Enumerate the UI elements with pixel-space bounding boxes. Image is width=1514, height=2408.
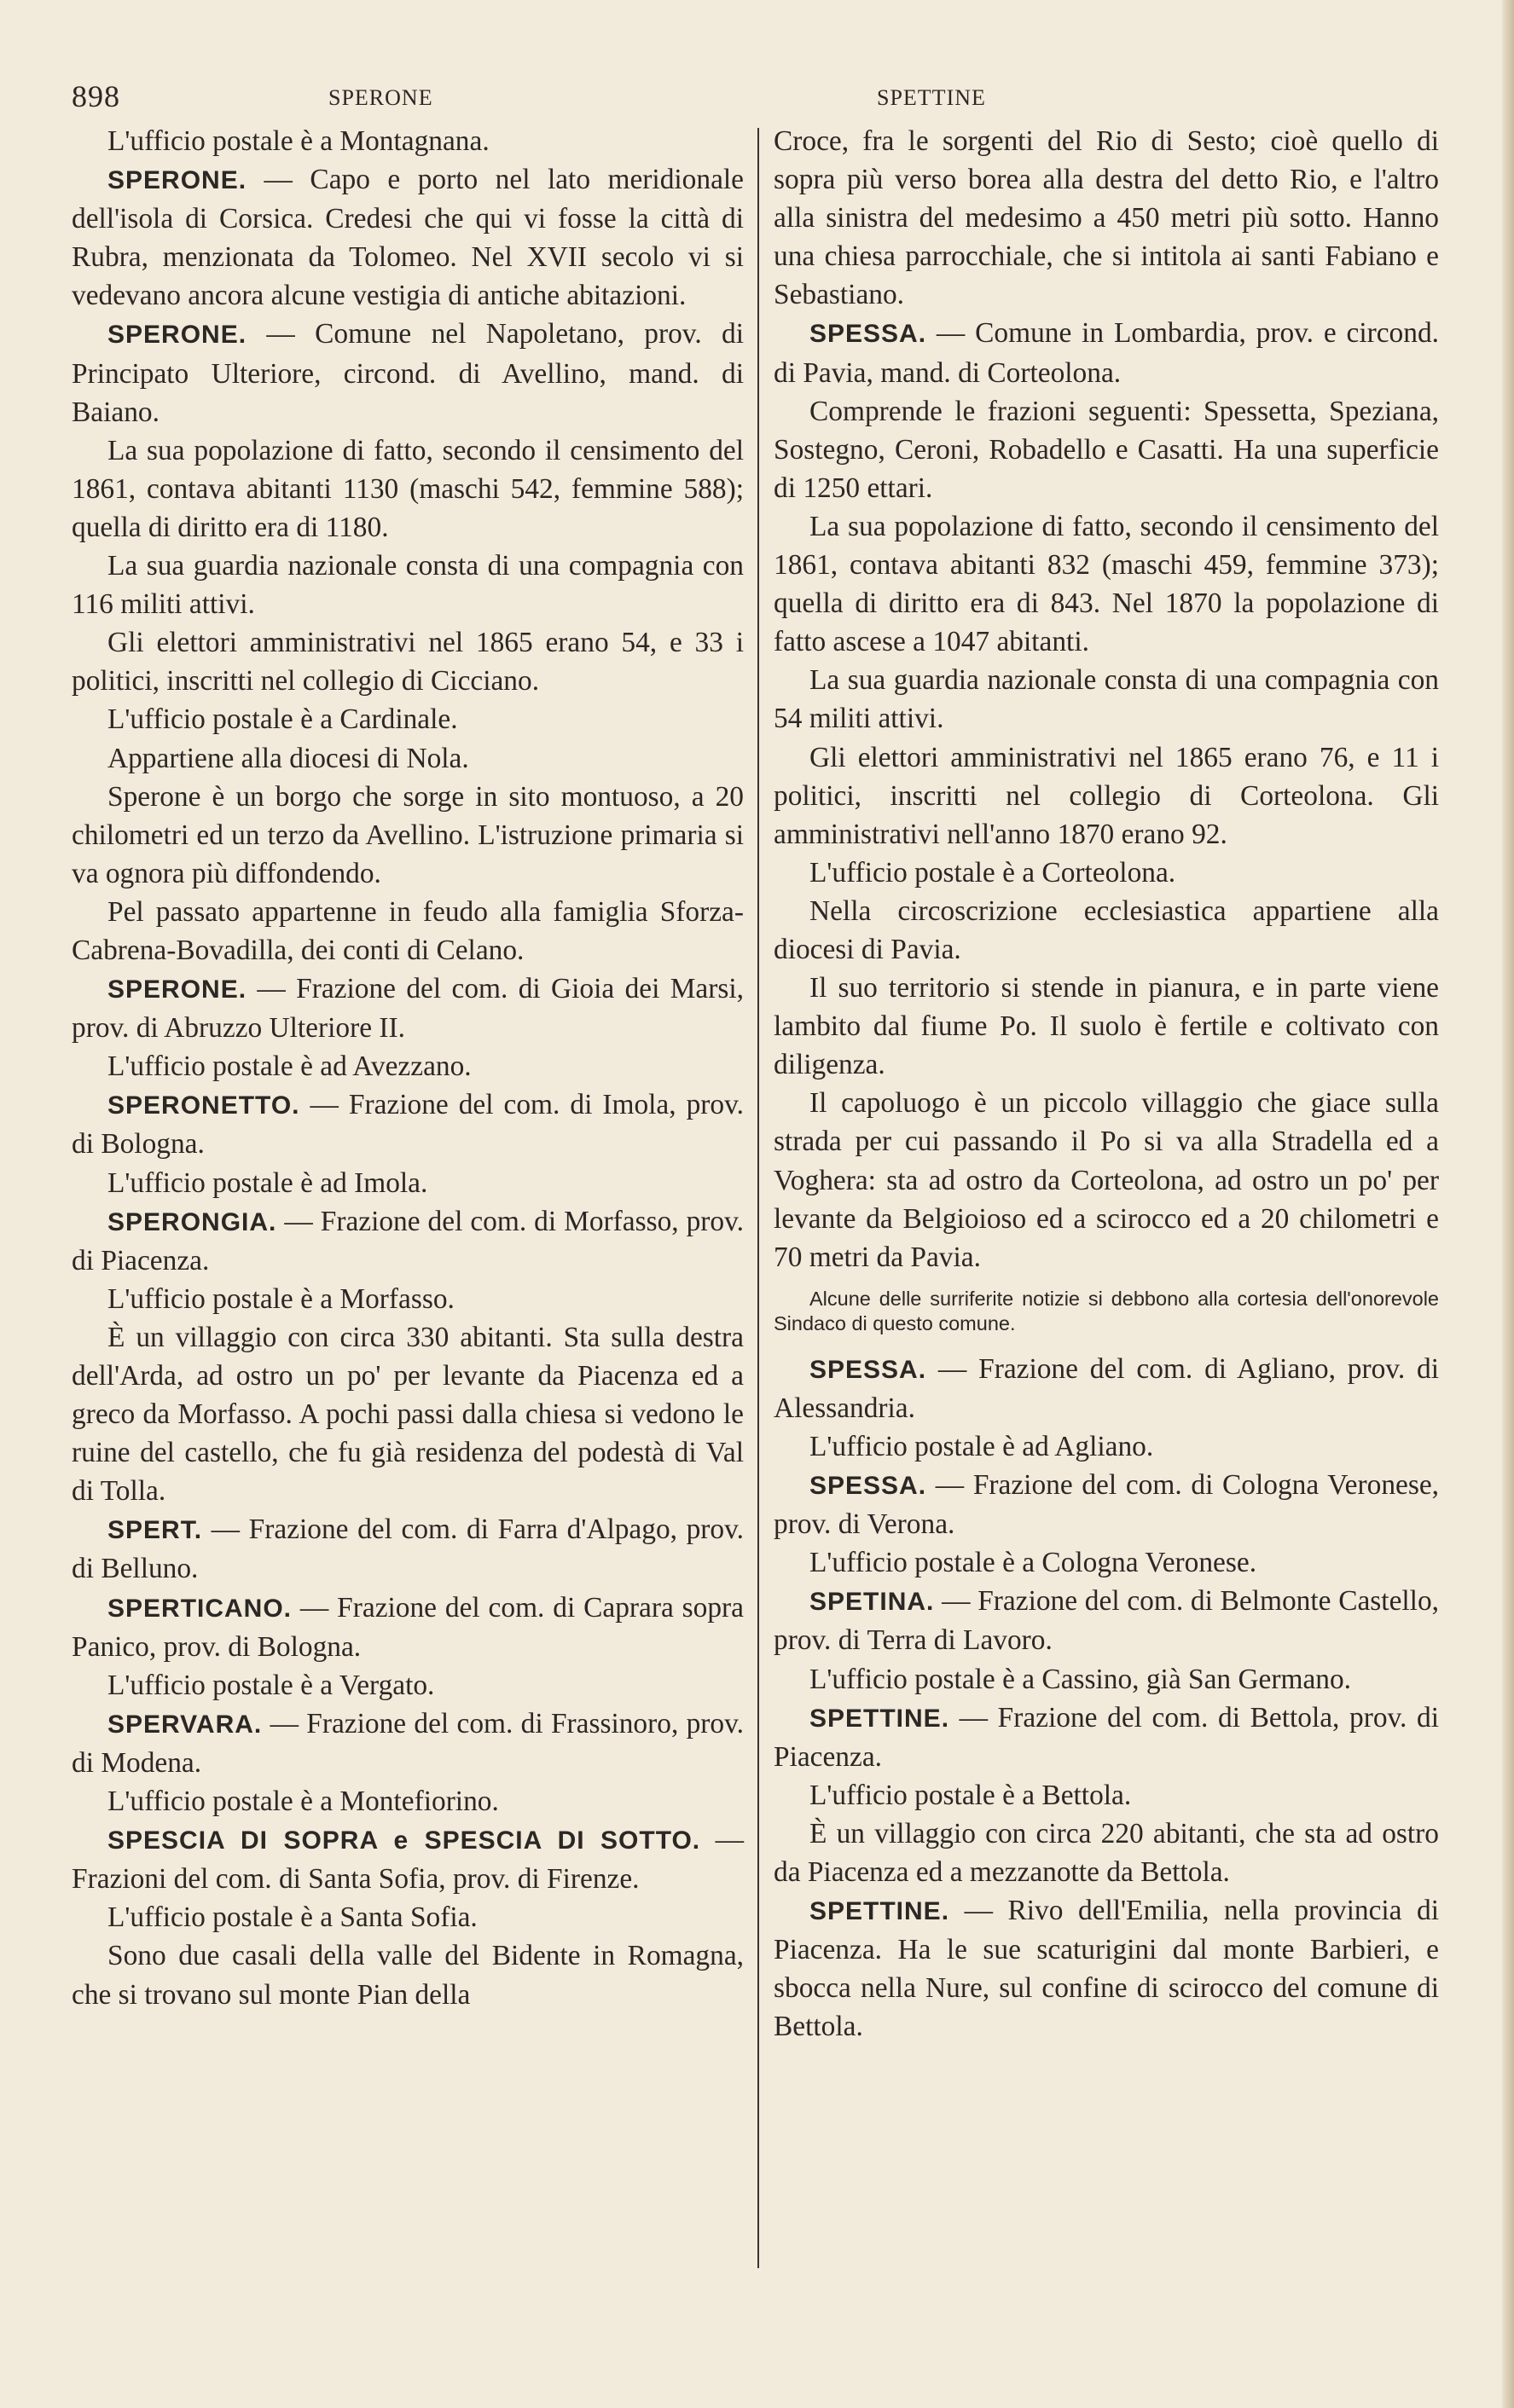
footnote: [774, 1287, 1439, 1336]
entry-headword: SPERONGIA.: [107, 1207, 277, 1236]
entry-paragraph: [774, 1466, 1439, 1543]
text-paragraph: [774, 392, 1439, 507]
entry-paragraph: [72, 1202, 744, 1280]
entry-headword: SPESSA.: [809, 1472, 927, 1501]
right-column: [774, 122, 1439, 2322]
entry-headword: SPERONE.: [107, 321, 247, 350]
entry-text: È un villaggio con circa 220 abitanti, che sta ad ostro da Piacenza ed a mezzanotte da Bettola.: [774, 1817, 1439, 1889]
entry-headword: SPERVARA.: [107, 1710, 263, 1739]
entry-headword: SPERONETTO.: [107, 1091, 300, 1120]
entry-text: Nella circoscrizione ecclesiastica appartiene alla diocesi di Pavia.: [774, 894, 1439, 965]
entry-text: — Frazione del com. di Farra d'Alpago, prov. di Belluno.: [72, 1514, 744, 1585]
text-paragraph: [774, 122, 1439, 314]
entry-text: — Comune nel Napoletano, prov. di Principato Ulteriore, circond. di Avellino, mand. di Baiano.: [72, 318, 744, 428]
text-paragraph: [72, 547, 744, 623]
text-paragraph: [774, 1776, 1439, 1815]
entry-text: Sono due casali della valle del Bidente in Romagna, che si trovano sul monte Pian della: [72, 1940, 744, 2011]
entry-text: Sperone è un borgo che sorge in sito montuoso, a 20 chilometri ed un terzo da Avellino. L'istruzione primaria si va ognora più diffondendo.: [72, 780, 744, 889]
text-paragraph: [72, 1280, 744, 1318]
entry-text: — Capo e porto nel lato meridionale dell'isola di Corsica. Credesi che qui vi fosse la città di Rubra, menzionata da Tolomeo. Nel XVII secolo vi si vedevano ancora alcune vestigia di antiche abitazioni.: [72, 164, 744, 312]
entry-paragraph: [72, 970, 744, 1047]
page-number: 898: [72, 79, 120, 113]
entry-paragraph: [72, 315, 744, 431]
entry-paragraph: [774, 1582, 1439, 1659]
text-paragraph: [774, 1660, 1439, 1699]
entry-text: Appartiene alla diocesi di Nola.: [107, 742, 469, 774]
text-paragraph: [72, 431, 744, 547]
entry-text: Alcune delle surriferite notizie si debbono alla cortesia dell'onorevole Sindaco di questo comune.: [774, 1287, 1439, 1334]
entry-text: L'ufficio postale è a Santa Sofia.: [107, 1902, 478, 1934]
entry-text: L'ufficio postale è a Corteolona.: [809, 856, 1176, 889]
entry-headword: SPETTINE.: [809, 1897, 950, 1926]
entry-paragraph: [72, 1705, 744, 1782]
text-paragraph: [774, 854, 1439, 892]
entry-text: — Frazione del com. di Cologna Veronese, prov. di Verona.: [774, 1469, 1439, 1541]
text-paragraph: [72, 1047, 744, 1085]
entry-text: La sua popolazione di fatto, secondo il censimento del 1861, contava abitanti 1130 (maschi 542, femmine 588); quella di diritto era di 1180.: [72, 434, 744, 543]
left-running-head: SPERONE: [328, 85, 433, 110]
text-paragraph: [72, 122, 744, 160]
entry-text: Il suo territorio si stende in pianura, e in parte viene lambito dal fiume Po. Il suolo è fertile e coltivato con diligenza.: [774, 972, 1439, 1081]
text-paragraph: [774, 892, 1439, 969]
entry-text: L'ufficio postale è a Cardinale.: [107, 703, 458, 736]
entry-headword: SPERONE.: [107, 166, 247, 195]
entry-text: L'ufficio postale è a Vergato.: [107, 1669, 435, 1701]
text-paragraph: [774, 1427, 1439, 1466]
entry-text: L'ufficio postale è a Montagnana.: [107, 125, 490, 157]
entry-text: — Frazione del com. di Gioia dei Marsi, prov. di Abruzzo Ulteriore II.: [72, 973, 744, 1045]
entry-text: L'ufficio postale è a Cassino, già San Germano.: [809, 1663, 1352, 1695]
entry-headword: SPESSA.: [809, 320, 927, 349]
entry-text: L'ufficio postale è a Montefiorino.: [107, 1786, 499, 1818]
entry-text: La sua guardia nazionale consta di una compagnia con 116 militi attivi.: [72, 550, 744, 621]
entry-paragraph: [72, 1510, 744, 1588]
entry-text: Pel passato appartenne in feudo alla famiglia Sforza-Cabrena-Bovadilla, dei conti di Celano.: [72, 895, 744, 966]
text-paragraph: [72, 778, 744, 893]
entry-headword: SPERT.: [107, 1516, 203, 1545]
entry-text: È un villaggio con circa 330 abitanti. Sta sulla destra dell'Arda, ad ostro un po' per levante da Piacenza ed a greco da Morfasso. A pochi passi dalla chiesa si vedono le ruine del castello, che fu già residenza del podestà di Val di Tolla.: [72, 1321, 744, 1508]
text-paragraph: [774, 661, 1439, 738]
entry-text: — Frazioni del com. di Santa Sofia, prov. di Firenze.: [72, 1824, 744, 1896]
text-paragraph: [72, 1936, 744, 2013]
text-paragraph: [72, 1666, 744, 1705]
entry-text: Croce, fra le sorgenti del Rio di Sesto; cioè quello di sopra più verso borea alla destra del detto Rio, e l'altro alla sinistra del medesimo a 450 metri più sotto. Hanno una chiesa parrocchiale, che si intitola ai santi Fabiano e Sebastiano.: [774, 125, 1439, 311]
entry-text: L'ufficio postale è ad Avezzano.: [107, 1051, 472, 1083]
text-paragraph: [774, 969, 1439, 1084]
text-paragraph: [72, 739, 744, 778]
text-paragraph: [72, 623, 744, 700]
entry-paragraph: [72, 1820, 744, 1898]
entry-text: L'ufficio postale è a Bettola.: [809, 1779, 1132, 1811]
column-divider: [757, 128, 759, 2268]
entry-text: — Frazione del com. di Morfasso, prov. di Piacenza.: [72, 1205, 744, 1276]
text-paragraph: [72, 1782, 744, 1820]
entry-paragraph: [774, 1350, 1439, 1427]
text-paragraph: [774, 507, 1439, 661]
text-paragraph: [774, 1815, 1439, 1891]
entry-text: — Comune in Lombardia, prov. e circond. di Pavia, mand. di Corteolona.: [774, 317, 1439, 389]
entry-text: Gli elettori amministrativi nel 1865 erano 54, e 33 i politici, inscritti nel collegio di Cicciano.: [72, 627, 744, 698]
entry-headword: SPETINA.: [809, 1588, 935, 1617]
entry-text: — Frazione del com. di Frassinoro, prov. di Modena.: [72, 1707, 744, 1779]
entry-headword: SPERTICANO.: [107, 1594, 293, 1623]
text-paragraph: [72, 1164, 744, 1202]
entry-paragraph: [774, 314, 1439, 391]
right-running-head: SPETTINE: [877, 85, 986, 110]
entry-paragraph: [72, 1085, 744, 1163]
entry-text: L'ufficio postale è ad Agliano.: [809, 1431, 1154, 1462]
text-paragraph: [72, 1318, 744, 1510]
entry-text: — Rivo dell'Emilia, nella provincia di Piacenza. Ha le sue scaturigini dal monte Barbieri, e sbocca nella Nure, sul confine di scirocco del comune di Bettola.: [774, 1895, 1439, 2043]
entry-text: L'ufficio postale è a Cologna Veronese.: [809, 1547, 1257, 1579]
entry-text: L'ufficio postale è a Morfasso.: [107, 1282, 455, 1315]
entry-text: — Frazione del com. di Bettola, prov. di Piacenza.: [774, 1701, 1439, 1773]
entry-text: Comprende le frazioni seguenti: Spessetta, Speziana, Sostegno, Ceroni, Robadello e Casatti. Ha una superficie di 1250 ettari.: [774, 395, 1439, 504]
text-paragraph: [774, 1543, 1439, 1582]
entry-headword: SPETTINE.: [809, 1704, 950, 1733]
text-paragraph: [774, 1084, 1439, 1276]
entry-text: Gli elettori amministrativi nel 1865 erano 76, e 11 i politici, inscritti nel collegio di Corteolona. Gli amministrativi nell'anno 1870 erano 92.: [774, 741, 1439, 850]
entry-paragraph: [72, 160, 744, 315]
entry-text: — Frazione del com. di Imola, prov. di Bologna.: [72, 1089, 744, 1161]
entry-text: — Frazione del com. di Agliano, prov. di Alessandria.: [774, 1352, 1439, 1424]
text-paragraph: [72, 893, 744, 970]
entry-headword: SPESCIA DI SOPRA e SPESCIA DI SOTTO.: [107, 1826, 701, 1855]
entry-text: L'ufficio postale è ad Imola.: [107, 1166, 428, 1199]
text-paragraph: [774, 738, 1439, 854]
entry-text: Il capoluogo è un piccolo villaggio che giace sulla strada per cui passando il Po si va alla Stradella ed a Voghera: sta ad ostro da Corteolona, ad ostro un po' per levante da Belgioioso ed a scirocco ed a 20 chilometri e 70 metri da Pavia.: [774, 1087, 1439, 1273]
text-paragraph: [72, 1898, 744, 1936]
left-column: [72, 122, 744, 2322]
text-paragraph: [72, 700, 744, 738]
entry-text: — Frazione del com. di Caprara sopra Panico, prov. di Bologna.: [72, 1591, 744, 1663]
entry-headword: SPESSA.: [809, 1355, 927, 1384]
entry-text: — Frazione del com. di Belmonte Castello, prov. di Terra di Lavoro.: [774, 1585, 1439, 1657]
entry-paragraph: [774, 1699, 1439, 1776]
entry-headword: SPERONE.: [107, 975, 247, 1004]
entry-text: La sua popolazione di fatto, secondo il censimento del 1861, contava abitanti 832 (maschi 459, femmine 373); quella di diritto era di 843. Nel 1870 la popolazione di fatto ascese a 1047 abitanti.: [774, 510, 1439, 658]
entry-paragraph: [72, 1589, 744, 1666]
entry-text: La sua guardia nazionale consta di una compagnia con 54 militi attivi.: [774, 664, 1439, 735]
entry-paragraph: [774, 1891, 1439, 2046]
